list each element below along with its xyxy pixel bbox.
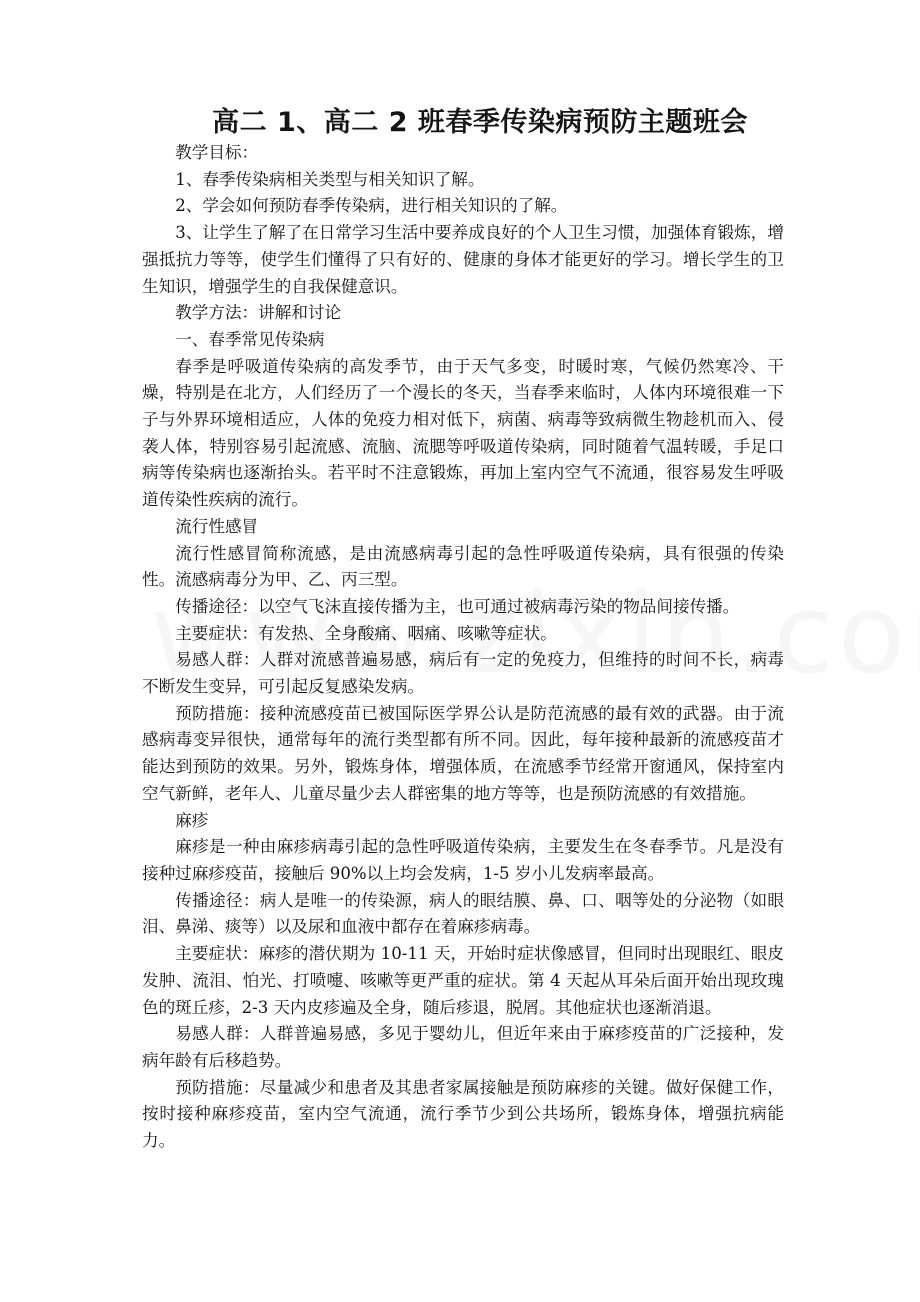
section-heading-spring-diseases: 一、春季常见传染病 — [175, 329, 325, 349]
paragraph-influenza-transmission: 传播途径：以空气飞沫直接传播为主，也可通过被病毒污染的物品间接传播。 — [175, 596, 740, 616]
paragraph-teaching-goals-heading: 教学目标： — [175, 143, 259, 162]
paragraph-influenza-prevention: 预防措施：接种流感疫苗已被国际医学界公认是防范流感的最有效的武器。由于流感病毒变异很快，通常每年的流行类型都有所不同。因此，每年接种最新的流感疫苗才能达到预防的效果。另外，锻炼身体，增强体质，在流感季节经常开窗通风，保持室内空气新鲜，老年人、儿童尽量少去人群密集的地方等等，也是预防流感的有效措施。 — [142, 703, 784, 803]
paragraph-spring-intro: 春季是呼吸道传染病的高发季节，由于天气多变，时暖时寒，气候仍然寒冷、干燥，特别是在北方，人们经历了一个漫长的冬天，当春季来临时，人体内环境很难一下子与外界环境相适应，人体的免疫力相对低下，病菌、病毒等致病微生物趁机而入、侵袭人体，特别容易引起流感、流脑、流腮等呼吸道传染病，同时随着气温转暖，手足口病等传染病也逐渐抬头。若平时不注意锻炼，再加上室内空气不流通，很容易发生呼吸道传染性疾病的流行。 — [142, 356, 784, 510]
paragraph-measles-susceptible: 易感人群：人群普遍易感，多见于婴幼儿，但近年来由于麻疹疫苗的广泛接种，发病年龄有后移趋势。 — [142, 1024, 784, 1070]
paragraph-measles-prevention: 预防措施：尽量减少和患者及其患者家属接触是预防麻疹的关键。做好保健工作，按时接种麻疹疫苗，室内空气流通，流行季节少到公共场所，锻炼身体，增强抗病能力。 — [142, 1077, 784, 1151]
paragraph-measles-intro: 麻疹是一种由麻疹病毒引起的急性呼吸道传染病，主要发生在冬春季节。凡是没有接种过麻疹疫苗，接触后 90%以上均会发病，1-5 岁小儿发病率最高。 — [142, 837, 784, 883]
document-title: 高二 1、高二 2 班春季传染病预防主题班会 — [212, 107, 748, 138]
paragraph-measles-transmission: 传播途径：病人是唯一的传染源，病人的眼结膜、鼻、口、咽等处的分泌物（如眼泪、鼻涕、痰等）以及尿和血液中都存在着麻疹病毒。 — [142, 890, 784, 937]
document-body — [142, 140, 784, 1155]
paragraph-goal-1: 1、春季传染病相关类型与相关知识了解。 — [175, 169, 485, 189]
paragraph-teaching-method: 教学方法：讲解和讨论 — [175, 303, 342, 323]
paragraph-influenza-intro: 流行性感冒简称流感，是由流感病毒引起的急性呼吸道传染病，具有很强的传染性。流感病毒分为甲、乙、丙三型。 — [142, 543, 784, 590]
paragraph-influenza-symptoms: 主要症状：有发热、全身酸痛、咽痛、咳嗽等症状。 — [175, 623, 557, 643]
subheading-measles: 麻疹 — [175, 810, 209, 830]
paragraph-goal-2: 2、学会如何预防春季传染病，进行相关知识的了解。 — [175, 196, 568, 216]
paragraph-influenza-susceptible: 易感人群：人群对流感普遍易感，病后有一定的免疫力，但维持的时间不长，病毒不断发生变异，可引起反复感染发病。 — [142, 650, 784, 697]
paragraph-measles-symptoms: 主要症状：麻疹的潜伏期为 10-11 天，开始时症状像感冒，但同时出现眼红、眼皮发肿、流泪、怕光、打喷嚏、咳嗽等更严重的症状。第 4 天起从耳朵后面开始出现玫瑰色的斑丘疹，2-3 天内皮疹遍及全身，随后疹退，脱屑。其他症状也逐渐消退。 — [142, 944, 784, 1017]
paragraph-goal-3: 3、让学生了解了在日常学习生活中要养成良好的个人卫生习惯，加强体育锻炼，增强抵抗力等等，使学生们懂得了只有好的、健康的身体才能更好的学习。增长学生的卫生知识，增强学生的自我保健意识。 — [142, 223, 784, 296]
subheading-influenza: 流行性感冒 — [175, 516, 259, 536]
